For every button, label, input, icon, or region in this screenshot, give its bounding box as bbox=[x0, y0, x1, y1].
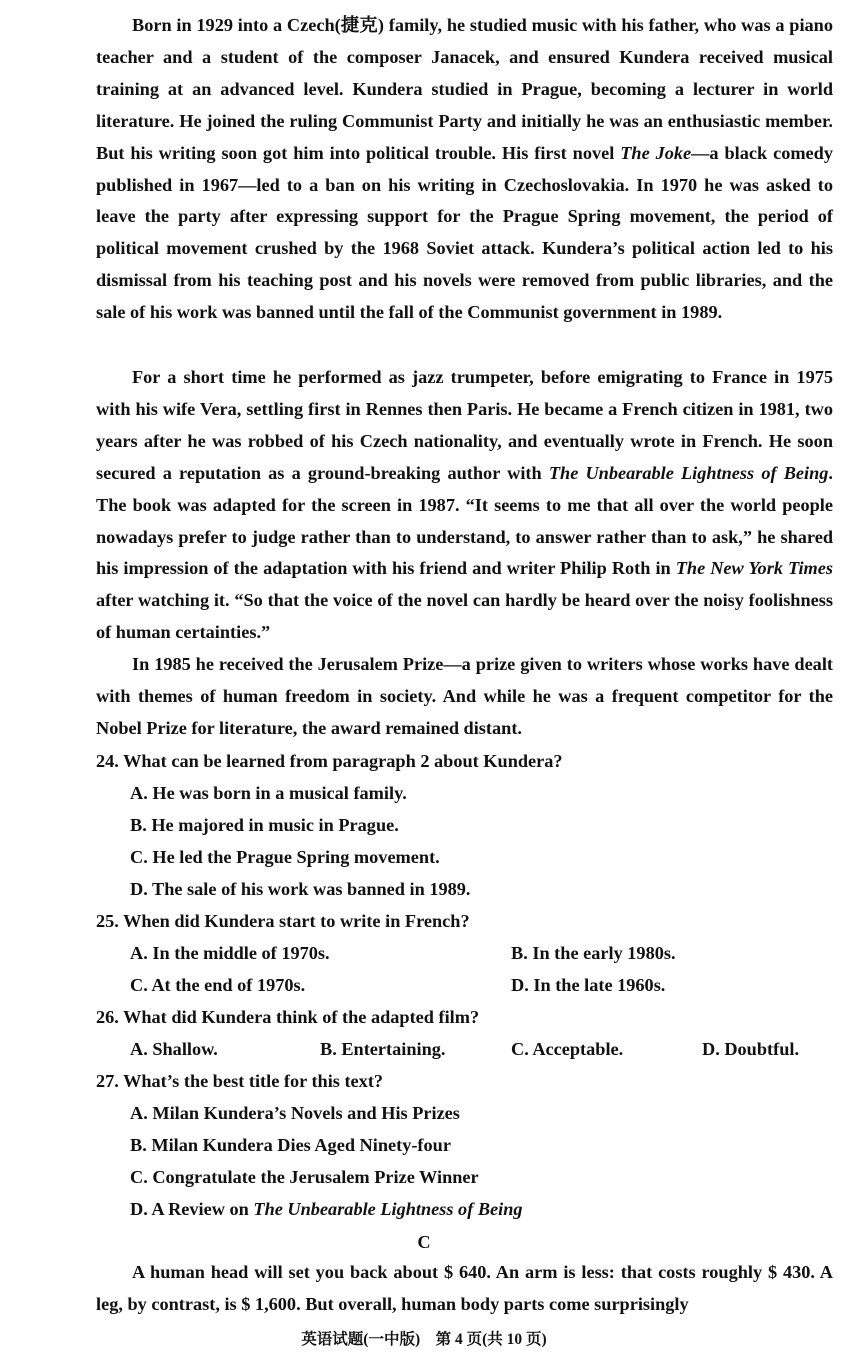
section-c-paragraph: A human head will set you back about $ 640. An arm is less: that costs roughly $ 430. A leg, by contrast, is $ 1,600. But overall, human body parts come surprisingly bbox=[96, 1262, 833, 1314]
paragraph-2-text-2: —a black comedy published in 1967—led to a ban on his writing in Czechoslovakia. In 1970 he was asked to leave the party after expressing support for the Prague Spring movement, the period of political movement crushed by the 1968 Soviet attack. Kundera’s political action led to his dismissal from his teaching post and his novels were removed from public libraries, and the sale of his work was banned until the fall of the Communist government in 1989. bbox=[96, 142, 833, 323]
question-27-option-c: C. Congratulate the Jerusalem Prize Winner bbox=[130, 1167, 479, 1187]
question-27-option-a: A. Milan Kundera’s Novels and His Prizes bbox=[130, 1103, 460, 1123]
question-26-option-d: D. Doubtful. bbox=[702, 1039, 800, 1059]
paragraph-2 bbox=[96, 10, 833, 329]
question-25-option-c: C. At the end of 1970s. bbox=[130, 975, 306, 995]
question-25-option-d: D. In the late 1960s. bbox=[511, 975, 666, 995]
question-25-option-b: B. In the early 1980s. bbox=[511, 943, 676, 963]
paragraph-3-text-3: after watching it. “So that the voice of the novel can hardly be heard over the noisy foolishness of human certainties.” bbox=[96, 590, 833, 643]
paragraph-4: In 1985 he received the Jerusalem Prize—a prize given to writers whose works have dealt with themes of human freedom in society. And while he was a frequent competitor for the Nobel Prize for literature, the award remained distant. bbox=[96, 654, 833, 738]
question-24-option-c: C. He led the Prague Spring movement. bbox=[130, 847, 440, 867]
question-26-option-a: A. Shallow. bbox=[130, 1039, 218, 1059]
paragraph-3-text-2: . The book was adapted for the screen in 1987. “It seems to me that all over the world people nowadays prefer to judge rather than to understand, to answer rather than to ask,” he shared his impression of the adaptation with his friend and writer Philip Roth in bbox=[96, 462, 833, 579]
question-24-option-a: A. He was born in a musical family. bbox=[130, 783, 407, 803]
newspaper-title-nyt: The New York Times bbox=[675, 558, 834, 579]
question-25-stem: 25. When did Kundera start to write in French? bbox=[96, 911, 470, 931]
question-27-option-d bbox=[130, 1193, 523, 1225]
paragraph-2-text-1: Born in 1929 into a Czech(捷克) family, he studied music with his father, who was a piano teacher and a student of the composer Janacek, and ensured Kundera received musical training at an advanced level. Kundera studied in Prague, becoming a lecturer in world literature. He joined the ruling Communist Party and initially he was an enthusiastic member. But his writing soon got him into political trouble. His first novel bbox=[96, 15, 833, 163]
novel-title-the-joke: The Joke bbox=[620, 142, 692, 163]
paragraph-3 bbox=[96, 362, 833, 649]
question-27-stem: 27. What’s the best title for this text? bbox=[96, 1071, 384, 1091]
question-26-option-b: B. Entertaining. bbox=[320, 1039, 446, 1059]
novel-title-unbearable-lightness: The Unbearable Lightness of Being bbox=[548, 462, 829, 483]
question-27-option-b: B. Milan Kundera Dies Aged Ninety-four bbox=[130, 1135, 451, 1155]
paragraph-3-text-1: For a short time he performed as jazz trumpeter, before emigrating to France in 1975 with his wife Vera, settling first in Rennes then Paris. He became a French citizen in 1981, two years after he was robbed of his Czech nationality, and eventually wrote in French. He soon secured a reputation as a ground-breaking author with bbox=[96, 367, 833, 483]
question-24-stem: 24. What can be learned from paragraph 2 about Kundera? bbox=[96, 751, 563, 771]
question-27-option-d-title: The Unbearable Lightness of Being bbox=[253, 1199, 523, 1219]
question-26-stem: 26. What did Kundera think of the adapted film? bbox=[96, 1007, 480, 1027]
question-25-option-a: A. In the middle of 1970s. bbox=[130, 943, 330, 963]
question-24-option-d: D. The sale of his work was banned in 1989. bbox=[130, 879, 471, 899]
question-27-option-d-prefix: D. A Review on bbox=[130, 1199, 254, 1219]
question-26-option-c: C. Acceptable. bbox=[511, 1039, 624, 1059]
question-24-option-b: B. He majored in music in Prague. bbox=[130, 815, 399, 835]
section-c-heading: C bbox=[417, 1232, 431, 1252]
page-footer: 英语试题(一中版) 第 4 页(共 10 页) bbox=[301, 1331, 547, 1348]
